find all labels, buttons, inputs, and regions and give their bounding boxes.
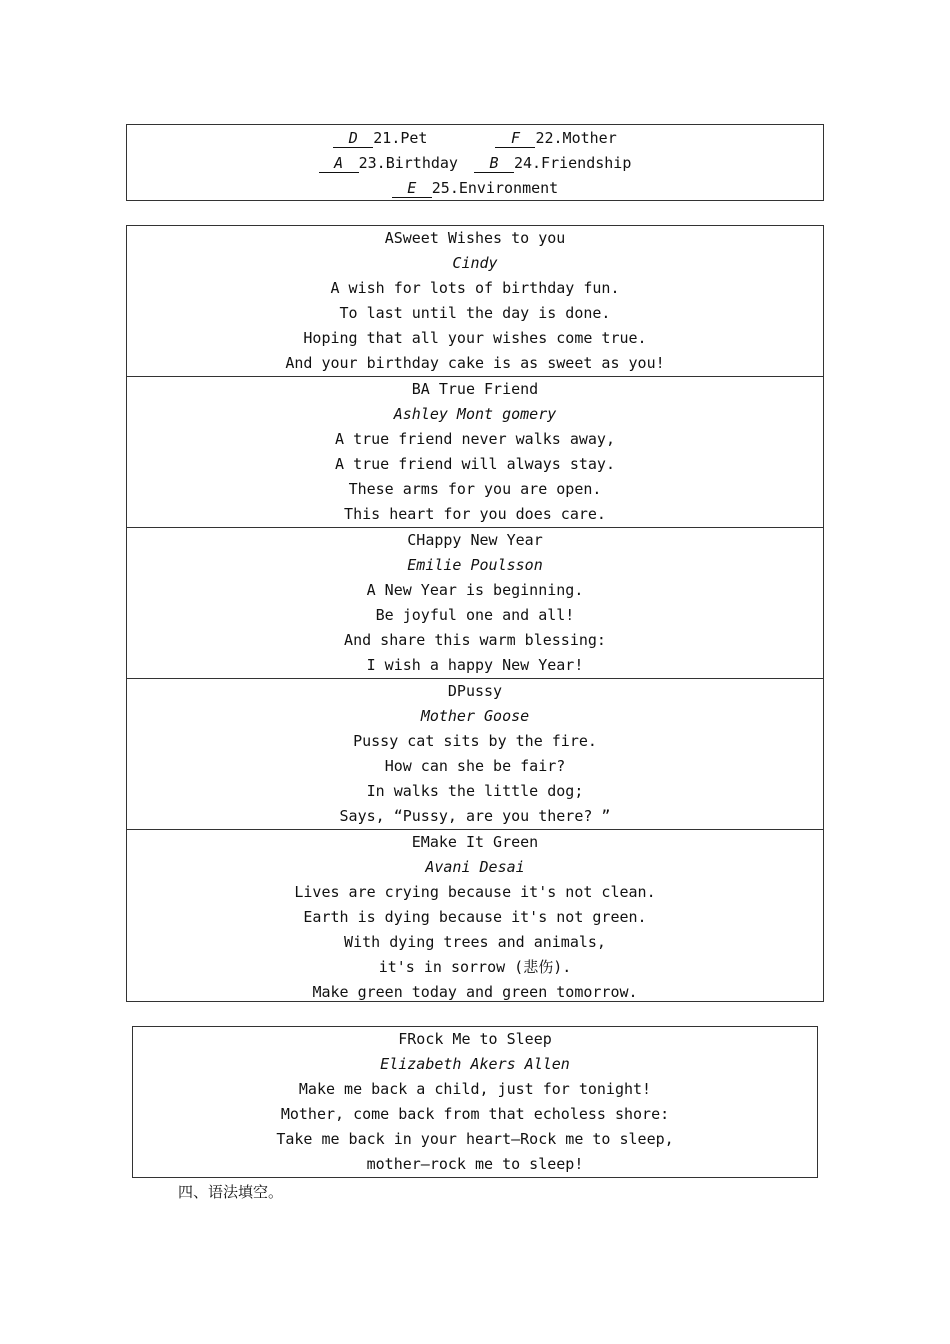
answer-blank: F bbox=[495, 129, 535, 148]
poem-line: A true friend will always stay. bbox=[335, 455, 615, 473]
poem-line: Hoping that all your wishes come true. bbox=[303, 329, 647, 347]
answer-item bbox=[392, 176, 558, 201]
answer-item bbox=[319, 151, 458, 176]
poem-line: it's in sorrow (悲伤). bbox=[378, 958, 572, 976]
poem-line: Mother, come back from that echoless shore: bbox=[280, 1105, 670, 1123]
poem-line: I wish a happy New Year! bbox=[366, 656, 584, 674]
answer-box bbox=[126, 124, 824, 201]
section-title: 四、语法填空。 bbox=[178, 1183, 284, 1201]
poem-line: A New Year is beginning. bbox=[366, 581, 584, 599]
answer-label: 22.Mother bbox=[535, 129, 617, 147]
answer-item bbox=[495, 126, 616, 151]
poem-author: Avani Desai bbox=[425, 858, 525, 876]
poem-author: Elizabeth Akers Allen bbox=[380, 1055, 570, 1073]
answer-row bbox=[127, 176, 823, 201]
answer-blank: E bbox=[392, 179, 432, 198]
poem-line: With dying trees and animals, bbox=[344, 933, 606, 951]
poem-line: And your birthday cake is as sweet as you! bbox=[285, 354, 665, 372]
poem-line: Be joyful one and all! bbox=[375, 606, 575, 624]
poem-line: A true friend never walks away, bbox=[335, 430, 615, 448]
poem-line: In walks the little dog; bbox=[366, 782, 584, 800]
poem-line: This heart for you does care. bbox=[344, 505, 606, 523]
poem-d bbox=[127, 679, 823, 830]
poems-table bbox=[126, 225, 824, 1002]
poem-line: To last until the day is done. bbox=[339, 304, 611, 322]
poem-author: Ashley Mont gomery bbox=[393, 405, 557, 423]
poem-title: FRock Me to Sleep bbox=[398, 1030, 552, 1048]
poem-title: BA True Friend bbox=[411, 380, 539, 398]
answer-blank: A bbox=[319, 154, 359, 173]
poem-f bbox=[132, 1026, 818, 1178]
poem-line: mother—rock me to sleep! bbox=[366, 1155, 584, 1173]
poem-line: Earth is dying because it's not green. bbox=[303, 908, 647, 926]
poem-line: Take me back in your heart—Rock me to sleep, bbox=[276, 1130, 674, 1148]
answer-label: 21.Pet bbox=[373, 129, 428, 147]
answer-item bbox=[474, 151, 631, 176]
poem-line: Says, “Pussy, are you there? ” bbox=[339, 807, 611, 825]
poem-line: How can she be fair? bbox=[384, 757, 566, 775]
answer-blank: D bbox=[333, 129, 373, 148]
poem-line: And share this warm blessing: bbox=[344, 631, 606, 649]
poem-title: DPussy bbox=[447, 682, 503, 700]
poem-author: Emilie Poulsson bbox=[407, 556, 543, 574]
poem-author: Cindy bbox=[452, 254, 498, 272]
poem-title: EMake It Green bbox=[411, 833, 539, 851]
poem-title: CHappy New Year bbox=[407, 531, 543, 549]
poem-line: Make green today and green tomorrow. bbox=[312, 983, 638, 1001]
poem-line: Make me back a child, just for tonight! bbox=[298, 1080, 652, 1098]
answer-label: 24.Friendship bbox=[513, 154, 632, 172]
answer-row bbox=[127, 151, 823, 176]
poem-author: Mother Goose bbox=[420, 707, 530, 725]
poem-title: ASweet Wishes to you bbox=[384, 229, 566, 247]
answer-blank: B bbox=[474, 154, 514, 173]
poem-a bbox=[127, 226, 823, 377]
poem-line: These arms for you are open. bbox=[348, 480, 602, 498]
answer-label: 25.Environment bbox=[431, 179, 559, 197]
poem-e bbox=[127, 830, 823, 1005]
poem-c bbox=[127, 528, 823, 679]
answer-label: 23.Birthday bbox=[358, 154, 458, 172]
poem-line: Pussy cat sits by the fire. bbox=[353, 732, 597, 750]
answer-item bbox=[333, 126, 427, 151]
answer-row bbox=[127, 126, 823, 151]
poem-line: Lives are crying because it's not clean. bbox=[294, 883, 656, 901]
poem-line: A wish for lots of birthday fun. bbox=[330, 279, 620, 297]
poem-b bbox=[127, 377, 823, 528]
